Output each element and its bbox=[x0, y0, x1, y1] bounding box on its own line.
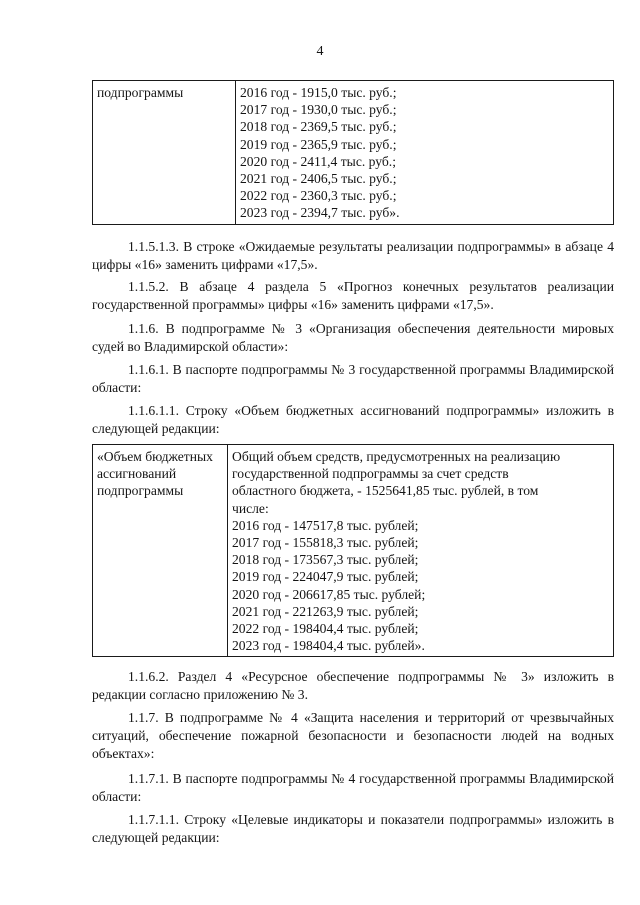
table-value-cell bbox=[236, 81, 614, 225]
table-label-cell: подпрограммы bbox=[93, 81, 236, 225]
paragraph-1-1-6-1: 1.1.6.1. В паспорте подпрограммы № 3 государственной программы Владимирской области: bbox=[92, 362, 614, 395]
year-amount-line: 2023 год - 198404,4 тыс. рублей». bbox=[232, 638, 425, 654]
table-row bbox=[93, 445, 614, 657]
year-amount-line: 2020 год - 206617,85 тыс. рублей; bbox=[232, 586, 426, 602]
table-value-cell bbox=[228, 445, 614, 657]
paragraph-1-1-6-2: 1.1.6.2. Раздел 4 «Ресурсное обеспечение подпрограммы № 3» изложить в редакции согласно приложению № 3. bbox=[92, 669, 614, 702]
year-amount-line: 2021 год - 2406,5 тыс. руб.; bbox=[240, 171, 397, 187]
paragraph-1-1-7: 1.1.7. В подпрограмме № 4 «Защита населения и территорий от чрезвычайных ситуаций, обеспечение пожарной безопасности и безопасности людей на водных объектах»: bbox=[92, 710, 614, 761]
paragraph-1-1-7-1-1: 1.1.7.1.1. Строку «Целевые индикаторы и показатели подпрограммы» изложить в следующей редакции: bbox=[92, 812, 614, 845]
year-amount-line: 2020 год - 2411,4 тыс. руб.; bbox=[240, 153, 396, 169]
year-amount-line: 2023 год - 2394,7 тыс. руб». bbox=[240, 205, 400, 221]
year-amount-line: 2018 год - 2369,5 тыс. руб.; bbox=[240, 119, 397, 135]
table-row bbox=[93, 81, 614, 225]
year-amount-line: 2019 год - 2365,9 тыс. руб.; bbox=[240, 136, 397, 152]
description-line: областного бюджета, - 1525641,85 тыс. рублей, в том bbox=[232, 483, 539, 499]
paragraph-1-1-5-1-3: 1.1.5.1.3. В строке «Ожидаемые результаты реализации подпрограммы» в абзаце 4 цифры «16» заменить цифрами «17,5». bbox=[92, 239, 614, 272]
year-amount-line: 2017 год - 155818,3 тыс. рублей; bbox=[232, 535, 419, 551]
year-amount-line: 2017 год - 1930,0 тыс. руб.; bbox=[240, 102, 397, 118]
budget-allocation-table bbox=[92, 444, 614, 657]
description-line: числе: bbox=[232, 500, 269, 516]
budget-table-continued bbox=[92, 80, 614, 225]
paragraph-1-1-5-2: 1.1.5.2. В абзаце 4 раздела 5 «Прогноз конечных результатов реализации государственной программы» цифры «16» заменить цифрами «17,5». bbox=[92, 279, 614, 312]
paragraph-1-1-6: 1.1.6. В подпрограмме № 3 «Организация обеспечения деятельности мировых судей во Владимирской области»: bbox=[92, 321, 614, 354]
label-line: подпрограммы bbox=[97, 483, 184, 499]
label-line: «Объем бюджетных bbox=[97, 449, 213, 464]
year-amount-line: 2022 год - 2360,3 тыс. руб.; bbox=[240, 188, 397, 204]
description-line: Общий объем средств, предусмотренных на реализацию bbox=[232, 449, 561, 464]
year-amount-line: 2016 год - 1915,0 тыс. руб.; bbox=[240, 85, 397, 100]
year-amount-line: 2019 год - 224047,9 тыс. рублей; bbox=[232, 569, 419, 585]
description-line: государственной подпрограммы за счет средств bbox=[232, 466, 509, 482]
label-line: ассигнований bbox=[97, 466, 177, 482]
year-amount-line: 2021 год - 221263,9 тыс. рублей; bbox=[232, 603, 419, 619]
table-label-cell bbox=[93, 445, 228, 657]
page-number: 4 bbox=[316, 44, 324, 59]
year-amount-line: 2018 год - 173567,3 тыс. рублей; bbox=[232, 552, 419, 568]
paragraph-1-1-6-1-1: 1.1.6.1.1. Строку «Объем бюджетных ассигнований подпрограммы» изложить в следующей редакции: bbox=[92, 403, 614, 436]
year-amount-line: 2016 год - 147517,8 тыс. рублей; bbox=[232, 517, 419, 533]
year-amount-line: 2022 год - 198404,4 тыс. рублей; bbox=[232, 621, 419, 637]
paragraph-1-1-7-1: 1.1.7.1. В паспорте подпрограммы № 4 государственной программы Владимирской области: bbox=[92, 771, 614, 804]
